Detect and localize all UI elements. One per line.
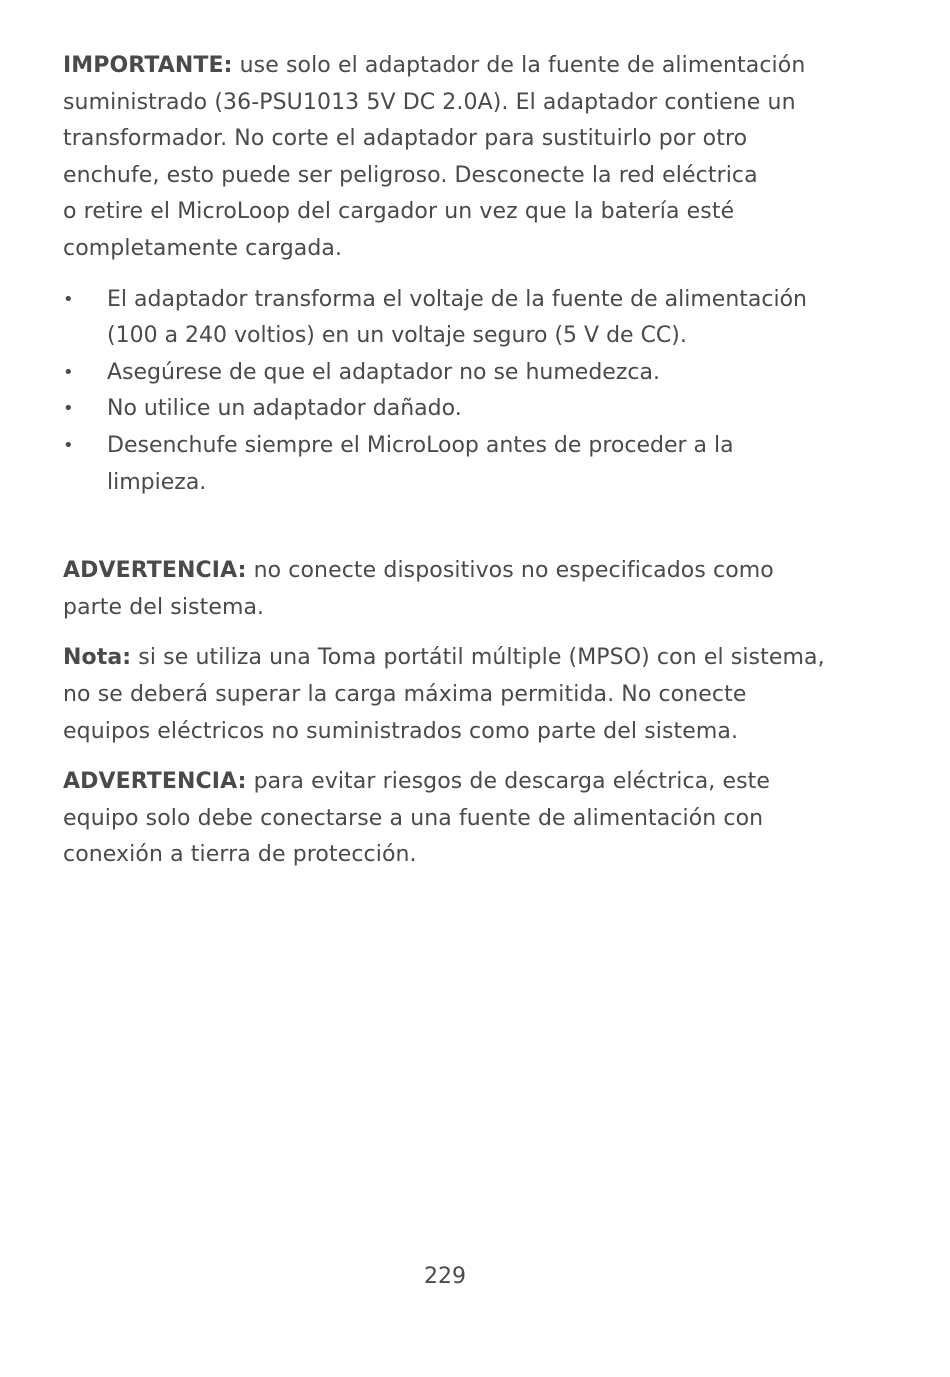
important-line-6: completamente cargada. (63, 235, 343, 261)
section-spacer (63, 501, 853, 553)
safety-bullet-list (63, 282, 853, 502)
bullet-icon: • (63, 434, 74, 456)
document-page (63, 48, 853, 888)
warning-label: ADVERTENCIA: (63, 769, 247, 795)
bullet-icon: • (63, 288, 74, 310)
warning-devices-paragraph: ADVERTENCIA: no conecte dispositivos no especificados como parte del sistema. (63, 558, 774, 620)
list-item: • No utilice un adaptador dañado. (63, 391, 853, 428)
list-item: • Desenchufe siempre el MicroLoop antes de proceder a la limpieza. (63, 428, 853, 501)
important-label: IMPORTANTE: (63, 53, 233, 78)
bullet-icon: • (63, 398, 74, 420)
important-line-5: o retire el MicroLoop del cargador un vez que la batería esté (63, 199, 735, 225)
important-paragraph (63, 48, 853, 268)
list-item: • Asegúrese de que el adaptador no se humedezca. (63, 355, 853, 392)
important-line-2: suministrado (36-PSU1013 5V DC 2.0A). El adaptador contiene un (63, 89, 796, 115)
important-line-4: enchufe, esto puede ser peligroso. Desconecte la red eléctrica (63, 162, 758, 188)
warning-shock-paragraph: ADVERTENCIA: para evitar riesgos de descarga eléctrica, este equipo solo debe conectarse a una fuente de alimentación con conexión a tierra de protección. (63, 769, 771, 868)
important-line-3: transformador. No corte el adaptador para sustituirlo por otro (63, 126, 748, 152)
note-paragraph: Nota: si se utiliza una Toma portátil múltiple (MPSO) con el sistema, no se deberá superar la carga máxima permitida. No conecte equipos eléctricos no suministrados como parte del sistema. (63, 645, 825, 744)
list-item: • El adaptador transforma el voltaje de la fuente de alimentación (100 a 240 voltios) en un voltaje seguro (5 V de CC). (63, 282, 853, 355)
important-line-1: use solo el adaptador de la fuente de alimentación (232, 53, 806, 78)
bullet-icon: • (63, 361, 74, 383)
warning-label: ADVERTENCIA: (63, 558, 247, 584)
page-number: 229 (424, 1264, 466, 1289)
note-label: Nota: (63, 645, 132, 671)
